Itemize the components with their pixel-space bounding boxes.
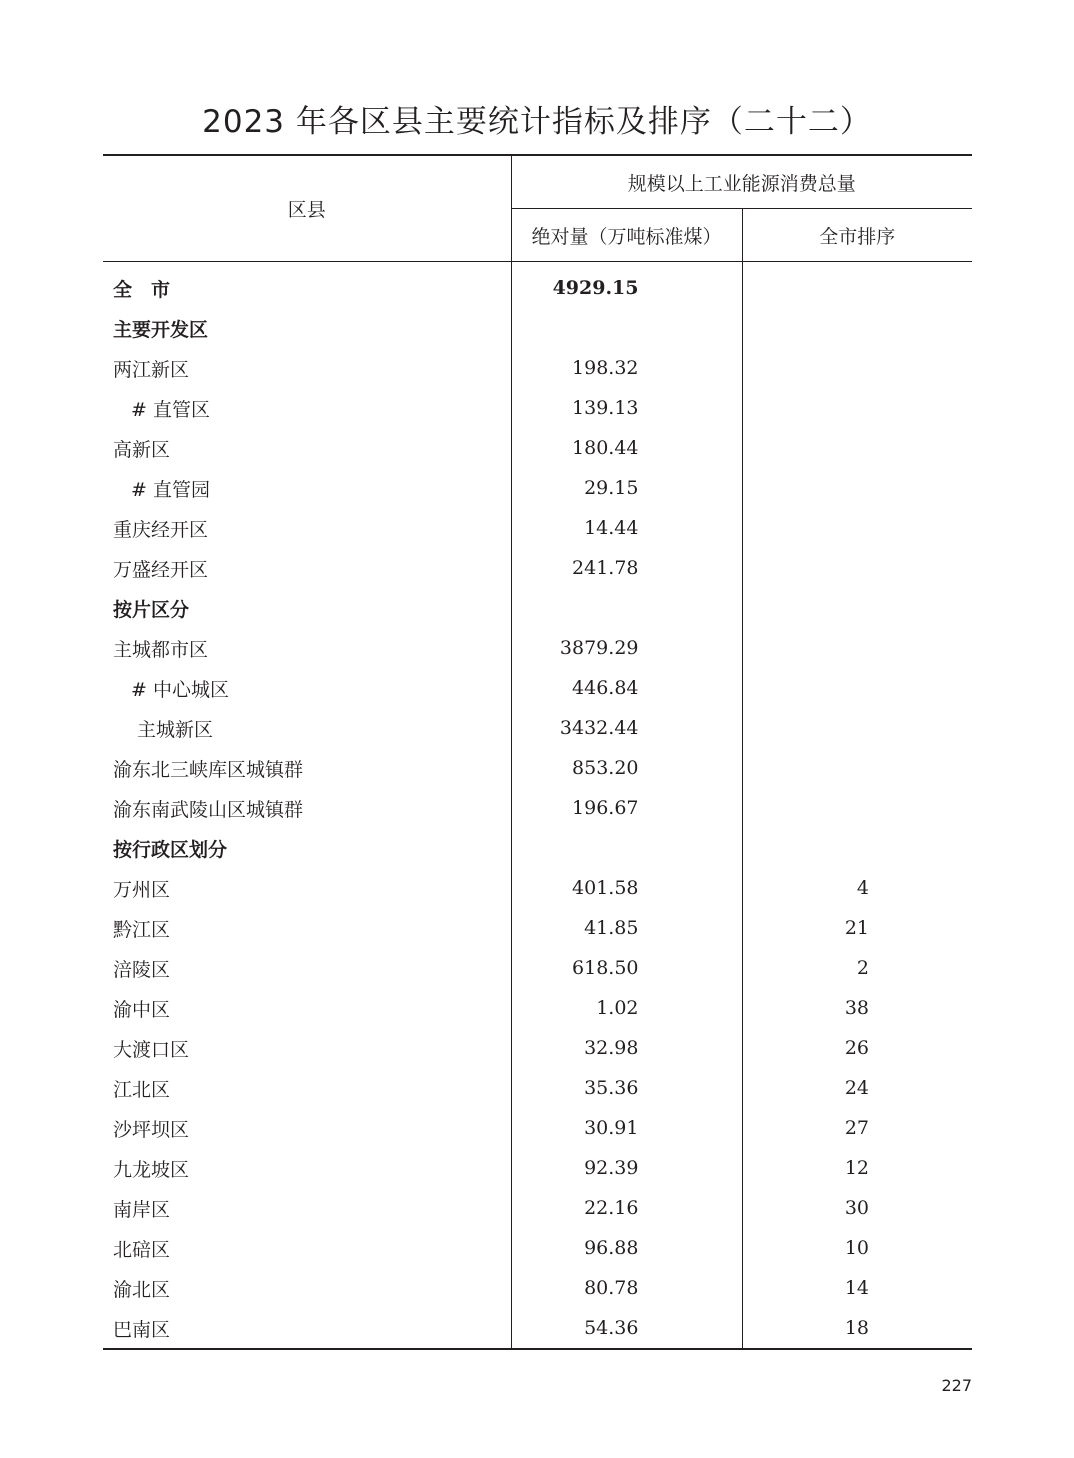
city-rank	[742, 748, 972, 788]
table-row	[103, 348, 972, 388]
energy-value: 4929.15	[511, 268, 742, 308]
city-rank	[742, 628, 972, 668]
table-row	[103, 508, 972, 548]
city-rank: 24	[742, 1068, 972, 1108]
table-row	[103, 308, 972, 348]
table-row	[103, 1068, 972, 1108]
energy-value: 92.39	[511, 1148, 742, 1188]
table-row	[103, 388, 972, 428]
energy-value: 241.78	[511, 548, 742, 588]
energy-value: 32.98	[511, 1028, 742, 1068]
energy-value: 180.44	[511, 428, 742, 468]
city-rank: 26	[742, 1028, 972, 1068]
header-energy-consumption: 规模以上工业能源消费总量	[511, 155, 972, 209]
region-name: 万州区	[113, 878, 171, 901]
region-name: 江北区	[113, 1078, 171, 1101]
table-row	[103, 1188, 972, 1228]
energy-value: 618.50	[511, 948, 742, 988]
region-name: 重庆经开区	[113, 518, 209, 541]
region-name: 渝东南武陵山区城镇群	[113, 798, 304, 821]
table-row	[103, 788, 972, 828]
city-rank: 21	[742, 908, 972, 948]
city-rank	[742, 308, 972, 348]
city-rank: 12	[742, 1148, 972, 1188]
header-absolute-value: 绝对量（万吨标准煤）	[511, 209, 742, 262]
energy-value: 139.13	[511, 388, 742, 428]
table-row	[103, 468, 972, 508]
table-row	[103, 588, 972, 628]
region-name: 高新区	[113, 438, 171, 461]
region-name: 主要开发区	[113, 318, 209, 341]
city-rank	[742, 708, 972, 748]
table-row	[103, 548, 972, 588]
table-row	[103, 668, 972, 708]
table-row	[103, 628, 972, 668]
region-name: 万盛经开区	[113, 558, 209, 581]
statistics-table	[103, 154, 972, 1350]
energy-value: 196.67	[511, 788, 742, 828]
table-row	[103, 868, 972, 908]
table-row	[103, 268, 972, 308]
city-rank: 38	[742, 988, 972, 1028]
region-name: 渝北区	[113, 1278, 171, 1301]
table-row	[103, 1108, 972, 1148]
energy-value	[511, 828, 742, 868]
table-header	[103, 155, 972, 262]
city-rank	[742, 348, 972, 388]
city-rank: 14	[742, 1268, 972, 1308]
region-name: 主城都市区	[113, 638, 209, 661]
table-row	[103, 1148, 972, 1188]
energy-value: 30.91	[511, 1108, 742, 1148]
energy-value: 22.16	[511, 1188, 742, 1228]
energy-value	[511, 588, 742, 628]
energy-value: 3432.44	[511, 708, 742, 748]
table-row	[103, 948, 972, 988]
region-name: 两江新区	[113, 358, 190, 381]
energy-value: 14.44	[511, 508, 742, 548]
region-name: 按片区分	[113, 598, 190, 621]
region-name: 南岸区	[113, 1198, 171, 1221]
city-rank	[742, 668, 972, 708]
table-body	[103, 262, 972, 1350]
city-rank: 4	[742, 868, 972, 908]
table-row	[103, 1228, 972, 1268]
energy-value: 401.58	[511, 868, 742, 908]
city-rank	[742, 828, 972, 868]
energy-value: 35.36	[511, 1068, 742, 1108]
energy-value: 41.85	[511, 908, 742, 948]
city-rank: 2	[742, 948, 972, 988]
table-row	[103, 1028, 972, 1068]
city-rank: 18	[742, 1308, 972, 1349]
page-number: 227	[941, 1376, 972, 1395]
header-city-rank: 全市排序	[742, 209, 972, 262]
city-rank	[742, 508, 972, 548]
energy-value: 54.36	[511, 1308, 742, 1349]
energy-value	[511, 308, 742, 348]
energy-value: 96.88	[511, 1228, 742, 1268]
energy-value: 446.84	[511, 668, 742, 708]
table-row	[103, 708, 972, 748]
region-name: 全 市	[113, 278, 171, 301]
region-name: 按行政区划分	[113, 838, 228, 861]
energy-value: 3879.29	[511, 628, 742, 668]
table-row	[103, 428, 972, 468]
city-rank: 10	[742, 1228, 972, 1268]
region-name: 九龙坡区	[113, 1158, 190, 1181]
region-name: # 中心城区	[131, 678, 229, 701]
region-name: 沙坪坝区	[113, 1118, 190, 1141]
city-rank	[742, 788, 972, 828]
region-name: 渝中区	[113, 998, 171, 1021]
city-rank	[742, 268, 972, 308]
city-rank	[742, 388, 972, 428]
city-rank: 27	[742, 1108, 972, 1148]
city-rank: 30	[742, 1188, 972, 1228]
city-rank	[742, 588, 972, 628]
table-row	[103, 1308, 972, 1349]
region-name: 黔江区	[113, 918, 171, 941]
table-row	[103, 908, 972, 948]
page-title: 2023 年各区县主要统计指标及排序（二十二）	[202, 104, 872, 140]
region-name: 主城新区	[137, 718, 214, 741]
region-name: # 直管区	[131, 398, 210, 421]
energy-value: 80.78	[511, 1268, 742, 1308]
city-rank	[742, 468, 972, 508]
region-name: 巴南区	[113, 1318, 171, 1341]
table-row	[103, 828, 972, 868]
region-name: 涪陵区	[113, 958, 171, 981]
city-rank	[742, 548, 972, 588]
energy-value: 1.02	[511, 988, 742, 1028]
region-name: 北碚区	[113, 1238, 171, 1261]
table-row	[103, 1268, 972, 1308]
city-rank	[742, 428, 972, 468]
energy-value: 198.32	[511, 348, 742, 388]
region-name: # 直管园	[131, 478, 210, 501]
energy-value: 853.20	[511, 748, 742, 788]
region-name: 渝东北三峡库区城镇群	[113, 758, 304, 781]
table-row	[103, 748, 972, 788]
header-region: 区县	[103, 155, 511, 262]
energy-value: 29.15	[511, 468, 742, 508]
table-row	[103, 988, 972, 1028]
region-name: 大渡口区	[113, 1038, 190, 1061]
